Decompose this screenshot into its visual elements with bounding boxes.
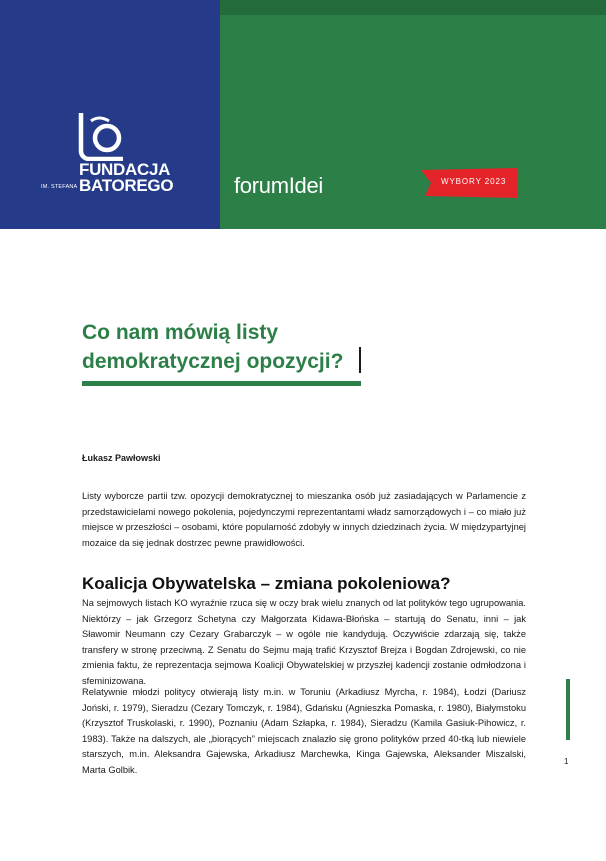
page-number: 1 <box>564 757 569 766</box>
header-banner <box>0 0 606 229</box>
page-side-marker <box>566 679 570 740</box>
section-heading: Koalicja Obywatelska – zmiana pokoleniowa? <box>82 574 451 593</box>
foundation-im-label: IM. STEFANA <box>41 184 78 190</box>
article-title-line2: demokratycznej opozycji? <box>82 350 344 373</box>
forum-title: forumIdei <box>234 173 324 198</box>
text-cursor <box>359 347 361 373</box>
election-ribbon-label: WYBORY 2023 <box>441 177 507 186</box>
body-paragraph-2: Relatywnie młodzi politycy otwierają listy m.in. w Toruniu (Arkadiusz Myrcha, r. 1984), Łodzi (Dariusz Joński, r. 1979), Sieradzu (Cezary Tomczyk, r. 1984), Gdańsku (Agnieszka Pomaska, r. 1980), Białymstoku (Krzysztof Truskolaski, r. 1990), Poznaniu (Adam Szłapka, r. 1984), Sieradzu (Kamila Gasiuk-Pihowicz, r. 1983). Także na dalszych, ale „biorących” miejscach znalazło się grono polityków przed 40-tką lub niewiele starszych, m.in. Aleksandra Gajewska, Arkadiusz Marchewka, Kinga Gajewska, Aleksander Miszalski, Marta Golbik. <box>82 687 526 775</box>
forum-panel-stripe <box>220 0 606 15</box>
title-underline <box>82 381 361 386</box>
article-title-line1: Co nam mówią listy <box>82 321 279 344</box>
foundation-name-line1: FUNDACJA <box>79 160 171 179</box>
author-name: Łukasz Pawłowski <box>82 453 161 463</box>
foundation-logo-icon <box>77 111 129 161</box>
article-title <box>82 318 412 376</box>
foundation-name-line2: BATOREGO <box>79 176 174 195</box>
intro-paragraph: Listy wyborcze partii tzw. opozycji demokratycznej to mieszanka osób już zasiadających w Parlamencie z przedstawicielami nowego pokolenia, pojedynczymi reprezentantami władz samorządowych i – co miało już miejsce w przeszłości – osobami, które popularność zdobyły w innych dziedzinach życia. W międzypartyjnej mozaice da się jednak dostrzec pewne prawidłowości. <box>82 491 526 548</box>
body-paragraph-1: Na sejmowych listach KO wyraźnie rzuca się w oczy brak wielu znanych od lat polityków tego ugrupowania. Niektórzy – jak Grzegorz Schetyna czy Małgorzata Kidawa-Błońska – startują do Senatu, inni – jak Sławomir Neumann czy Cezary Grabarczyk – w ogóle nie kandydują. Oczywiście zdarzają się, także transfery w stronę przeciwną. Z Senatu do Sejmu mają trafić Krzysztof Brejza i Bogdan Zdrojewski, co nie zmienia faktu, że reprezentacja sejmowa Koalicji Obywatelskiej w przyszłej kadencji zostanie odmłodzona i sfeminizowana. <box>82 598 526 686</box>
